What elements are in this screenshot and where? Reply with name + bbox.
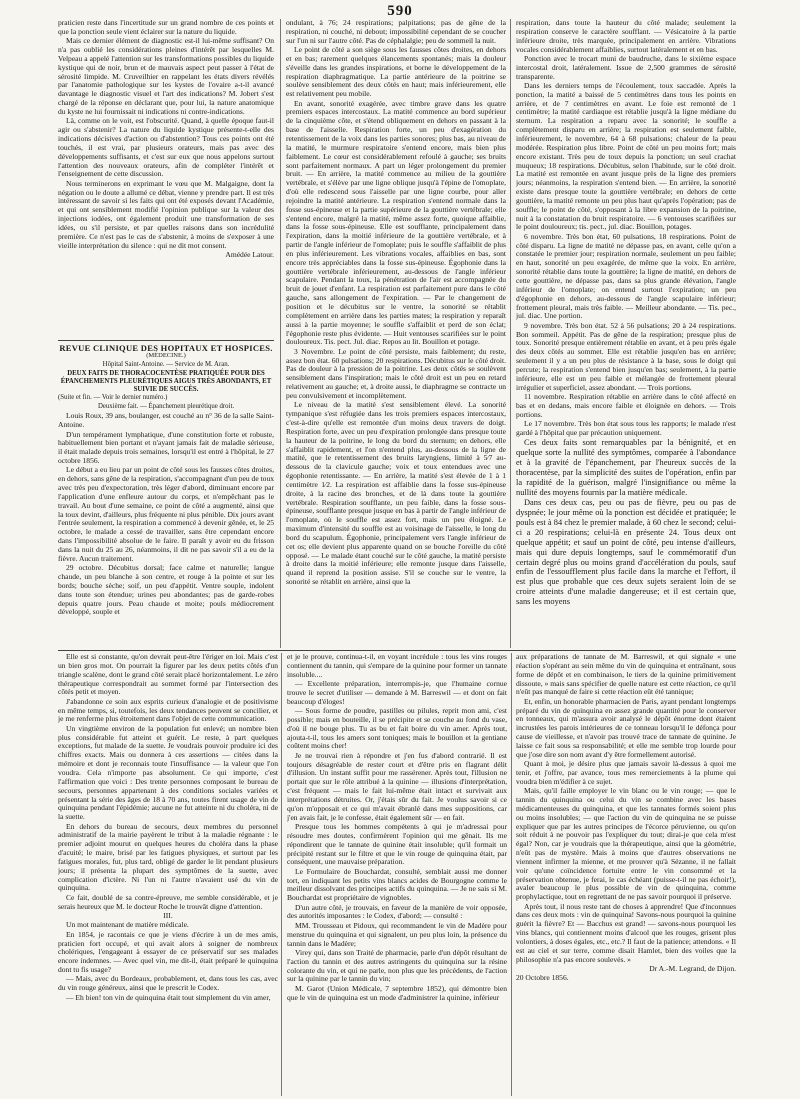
- section-title: REVUE CLINIQUE DES HOPITAUX ET HOSPICES.: [59, 343, 273, 353]
- paragraph: Ce fait, doublé de sa contre-épreuve, me semble considérable, et je serais heureux que M. le docteur Roche le trouvât digne d'attention.: [58, 892, 278, 911]
- paragraph: 3 Novembre. Le point de côté persiste, mais faiblement; du reste, assez bon état. 60 pulsations; 20 respirations. Décubitus sur le côté droit. Pas de douleur à la pression de la poitrine. Les deux côtés se soulèvent sensiblement dans l'inspiration; mais le côté droit est un peu en retard relativement au gauche; et, à droite aussi, le diaphragme se contracte un peu convulsivement et incomplètement.: [286, 346, 506, 400]
- column-4: [58, 653, 278, 1096]
- paragraph: En 1854, je racontais ce que je viens d'écrire à un de mes amis, praticien fort occupé, et qui avait alors à soigner de nombreux cholériques, l'engageant à essayer de ce préservatif sur ses malades encore indemnes. — Avec quel vin, me dit-il, était préparé le quinquina dont tu fis usage?: [58, 929, 278, 975]
- column-1-bottom: [58, 361, 274, 648]
- paragraph: 9 novembre. Très bon état. 52 à 56 pulsations; 20 à 24 respirations. Bon sommeil. Appétit. Pas de gêne de la respiration; presque plus de toux. Sonorité presque entièrement rétablie en avant, et à peu près égale des deux côtés au sommet. Elle est rétablie jusqu'en bas en arrière; seulement il y a un peu plus de résistance à la base, sous le doigt qui percute; la respiration s'entend bien jusqu'en bas; seulement, à la partie inférieure, elle est un peu faible et mélangée de frottement pleural irrégulier et superficiel, assez abondant. — Trois portions.: [516, 320, 736, 392]
- dateline: 20 Octobre 1856.: [516, 973, 569, 983]
- paragraph: aux préparations de tannate de M. Barreswil, et qui signale « une réaction s'opérant au sein même du vin de quinquina et entraînant, sous forme de dépôt et en combinaison, le tiers de la quinine primitivement dissoute, » mais sans spécifier de quelle nature est cette réaction, ce qu'il n'eût pas manqué de faire si cette réaction eût été tannique;: [516, 653, 736, 697]
- paragraph: Presque tous les hommes compétents à qui je m'adressai pour résoudre mes doutes, confirmèrent l'opinion qui me gênait. Ils me répondirent que le tannate de quinine était insoluble; qu'il formait un précipité restant sur le filtre et que le vin rouge de quinquina était, par conséquent, une mauvaise préparation.: [287, 822, 507, 867]
- paragraph: Mais, qu'il faille employer le vin blanc ou le vin rouge; — que le tannin du quinquina ou celui du vin se combine avec les bases médicamenteuses du quinquina, et que les tannates formés soient plus ou moins insolubles; — que l'action du vin de quinquina ne se puisse expliquer que par les autres principes de l'écorce péruvienne, ou qu'on soit réduit à ne pouvoir pas l'expliquer du tout; dirai-je que cela m'est égal? Non, car je voudrais que la thérapeutique, ainsi que la géométrie, n'eût pas de mystère. Mais à moins que d'autres observations ne viennent infirmer la mienne, et me prouver qu'à Sézanne, il ne fallait voir qu'une coïncidence fortuite entre le vin consommé et la préservation obtenue, je ferai, le cas échéant (puisse-t-il ne pas échoir!), avaler beaucoup le plus possible de vin de quinquina, comme prophylactique, tout en regrettant de ne pas savoir pourquoi il préserve.: [516, 786, 736, 902]
- paragraph: Le Formulaire de Bouchardat, consulté, semblait aussi me donner tort, en indiquant les petits vins blancs acides de Bourgogne comme le meilleur dissolvant des principes actifs du quinquina. — Je ne sais si M. Bouchardat est propriétaire de vignobles.: [287, 866, 507, 903]
- paragraph: — Sous forme de poudre, pastilles ou pilules, reprit mon ami, c'est possible; mais en bouteille, il se précipite et se couche au fond du vase, d'où il ne bouge plus. Tu as bu et fait boire du vin amer. Après tout, ajouta-t-il, tous les amers sont toniques; mais le bouillon et la gentiane coûtent moins cher!: [287, 706, 507, 751]
- hospital-line: Hôpital Saint-Antoine. — Service de M. Aran.: [102, 361, 230, 368]
- paragraph: Je ne trouvai rien à répondre et j'en fus d'abord contrarié. Il est toujours désagréable de rester court et d'être pris en flagrant délit d'illusion. Un instant suffit pour me rassérener. Après tout, l'illusion ne portait que sur le rôle attribué à la quinine — illusions d'interprétation, c'est fréquent — mais le fait lui-même était intact et survivait aux interprétations détruites. Or, j'étais sûr du fait. Je voulus savoir si ce qu'on m'opposait et ce qui m'avait ébranlé dans mes suppositions, car j'en avais fait, je le confesse, était également sûr — en fait.: [287, 750, 507, 822]
- paragraph: Ces deux faits sont remarquables par la bénignité, et en quelque sorte la nullité des symptômes, comparée à l'abondance et à la gravité de l'épanchement, par l'heureux succès de la thoracentèse, par la simplicité des suites de l'opération, enfin par la rapidité de la guérison, malgré l'insignifiance ou même la nullité des moyens fournis par la matière médicale.: [516, 438, 736, 497]
- column-3: [516, 19, 736, 648]
- article-title: DEUX FAITS DE THORACOCENTÈSE PRATIQUÉE POUR DES ÉPANCHEMENTS PLEURÉTIQUES AIGUS TRÈS ABONDANTS, ET SUIVIE DE SUCCÈS.: [60, 370, 272, 393]
- author-signature: Dr A.-M. Legrand, de Dijon.: [649, 964, 736, 974]
- paragraph: Après tout, il nous reste tant de choses à apprendre! Que d'inconnues dans ces deux mots : vin de quinquina! Savons-nous pourquoi la quinine guérit la fièvre? Et — Bacchus est grand! — savons-nous pourquoi les vins blancs, qui contiennent moins d'alcool que les rouges, grisent plus volontiers, à doses égales, etc., etc.? Il faut de la patience; attendons. « Il est au ciel et sur terre, comme disait Hamlet, bien des voiles que la philosophie n'a pas encore soulevés. »: [516, 901, 736, 964]
- paragraph: Dans les derniers temps de l'écoulement, toux saccadée. Après la ponction, la matité a baissé de 5 centimètres dans tous les points en arrière, et de 7 centimètres en avant. Le foie est remonté de 1 centimètre; la matité cardiaque est rétablie jusqu'à la ligne médiane du sternum. La respiration a reparu avec la sonorité; le souffle a complètement disparu en arrière; la respiration est seulement faible, inférieurement, le novembre, 64 à 68 pulsations; chaleur de la peau modérée. Respiration plus libre. Point de côté un peu moins fort; mais encore existant. Très peu de toux depuis la ponction; un seul crachat muqueux; 18 respirations. Décubitus, selon l'habitude, sur le côté droit. La matité est remontée en avant jusque près de la ligne des premiers jours; néanmoins, la respiration s'entend bien. — En arrière, la sonorité existe dans presque toute la gouttière vertébrale; en dehors de cette gouttière, la matité remonte un peu plus haut qu'après l'opération; pas de souffle; le point de côté, s'opposant à la libre expansion de la poitrine, nuit à la constatation du bruit respiratoire. — 6 ventouses scarifiées sur le point douloureux; tis. pect., jul. diac. Bouillon, potages.: [516, 80, 736, 232]
- paragraph: Et, enfin, un honorable pharmacien de Paris, ayant pendant longtemps préparé du vin de quinquina en assez grande quantité pour le conserver en tonneaux, qui m'assura avoir analysé le dépôt énorme dont étaient incrustées les parois intérieures de ce tonneau lorsqu'il le défonça pour cause de vieillesse, et n'avoir pas trouvé trace de tannate de quinine. Je laisse ce fait sous sa responsabilité; et elle me semble trop lourde pour que j'ose dire son nom avant d'y être formellement autorisé.: [516, 696, 736, 759]
- column-5: [287, 653, 507, 1096]
- paragraph: ondulant, à 76; 24 respirations; palpitations; pas de gêne de la respiration, ni couché, ni debout; impossibilité cependant de se coucher sur l'un ni sur l'autre côté. Pas de céphalalgie; peu de sommeil la nuit.: [286, 19, 506, 45]
- paragraph: D'un tempérament lymphatique, d'une constitution forte et robuste, habituellement bien portant et n'ayant jamais fait de maladie sérieuse, il était malade depuis trois semaines, lorsqu'il est entré à l'hôpital, le 27 octobre 1856.: [58, 429, 274, 466]
- paragraph: Dans ces deux cas, peu ou pas de fièvre, peu ou pas de dyspnée; le jour même où la ponction est décidée et pratiquée; le pouls est à 84 chez le premier malade, à 60 chez le second; celui-ci a 20 respirations; celui-là en présente 24. Tous deux ont quelque appétit; et sauf un point de côté, peu intense d'ailleurs, mais qui dure depuis longtemps, sauf le commémoratif d'un certain degré plus ou moins grand d'accélération du pouls, sauf enfin de l'essoufflement plus facile dans la marche et l'effort, il est plus que probable que ces deux sujets seraient loin de se croire atteints d'une maladie dangereuse; et il est certain que, sans les moyens: [516, 498, 736, 607]
- column-1-top: [58, 19, 274, 342]
- paragraph: Mais ce dernier élément de diagnostic est-il lui-même suffisant? On n'a pas oublié les considérations pleines d'intérêt par lesquelles M. Velpeau a appelé l'attention sur les transformations possibles du liquide kystique qui de noir, brun et de mauvais aspect peut passer à l'état de sérosité limpide. M. Cruveilhier en rappelant les états divers révélés par l'anatomie pathologique sur les kystes de l'ovaire a-t-il avancé davantage le diagnostic visuel et l'art des indications? M. Jobert s'est chargé de la réponse en déclarant que, pour lui, la nature anatomique du kyste ne lui fournissait ni indications ni contre-indications.: [58, 36, 274, 116]
- section-divider: [58, 340, 274, 341]
- paragraph: En dehors du bureau de secours, deux membres du personnel administratif de la mairie payèrent le tribut à la maladie régnante : le premier adjoint mourut en quelques heures du choléra dans la phase d'acuité; le maire, brisé par les fatigues physiques, et surtout par les fatigues morales, fut, plus tard, obligé de garder le lit pendant plusieurs jours; il présenta la plupart des symptômes de la suette, avec complication d'ictère. Ni l'un ni l'autre n'avaient usé du vin de quinquina.: [58, 821, 278, 893]
- paragraph: Là, comme on le voit, est l'obscurité. Quand, à quelle époque faut-il agir ou s'abstenir? La nature du liquide kystique présente-t-elle des indications décisives d'action ou d'abstention? Tous ces points ont été touchés, il est vrai, par plusieurs orateurs, mais pas avec des développements suffisants, et c'est sur eux que nous appelons surtout l'attention des nouveaux orateurs, afin de compléter l'intérêt et l'enseignement de cette discussion.: [58, 116, 274, 179]
- author-signature: Amédée Latour.: [225, 249, 274, 259]
- paragraph: 11 novembre. Respiration rétablie en arrière dans le côté affecté en bas et en dedans, mais encore faible et éloignée en dehors. — Trois portions.: [516, 391, 736, 419]
- paragraph: 29 octobre. Décubitus dorsal; face calme et naturelle; langue chaude, un peu blanche à son centre, et rouge à la pointe et sur les bords; bouche sèche; soif, un peu d'appétit. Ventre souple, indolent dans toute son étendue; urines peu abondantes; pas de garde-robes depuis quatre jours. Peau chaude et moite; pouls médiocrement développé, souple et: [58, 563, 274, 617]
- paragraph: M. Garot (Union Médicale, 7 septembre 1852), qui démontre bien que le vin de quinquina est un mode d'administrer la quinine, inférieur: [287, 983, 507, 1002]
- paragraph: Nous terminerons en exprimant le vœu que M. Malgaigne, dont la négation ou le doute a allumé ce débat, vienne y prendre part. Il est très intéressant de savoir si les faits qui ont été exposés devant l'Académie, et qui ont sensiblement modifié l'opinion publique sur la valeur des injections iodées, ont également produit une transformation de ses idées, ou s'il persiste, et par quelles raisons dans son incrédulité première. Ce n'est pas le cas de s'abstenir, à moins de s'exposer à une vieille interprétation du silence : qui ne dit mot consent.: [58, 178, 274, 250]
- paragraph: praticien reste dans l'incertitude sur un grand nombre de ces points et que la ponction seule vient éclairer sur la nature du liquide.: [58, 19, 274, 36]
- paragraph: — Mais, avec du Bordeaux, probablement, et, dans tous les cas, avec du vin rouge généreux, ainsi que le prescrit le Codex.: [58, 974, 278, 993]
- paragraph: Le niveau de la matité s'est sensiblement élevé. La sonorité tympanique s'est réfugiée dans les trois premiers espaces intercostaux, c'est-à-dire qu'elle est remontée d'un moins deux travers de doigt. Respiration forte, avec un peu d'expiration prolongée dans presque toute la hauteur de la poitrine, le long du bord du sternum; en dehors, elle s'affaiblit rapidement, et l'on n'entend plus, au-dessous de la ligne de matité, que le retentissement des bruits laryngiens, limité à 5⁄7 au-dessous de la clavicule gauche; voix et toux entendues avec une égophonie retentissante. — En arrière, la matité s'est élevée de 1 à 1 centimètre 1⁄2. La respiration est affaiblie dans la fosse sus-épineuse droite, à la racine des bronches, et de là dans toute la gouttière vertébrale. Respiration soufflante, un peu faible, dans la fosse sous-épineuse, soufflante presque jusque en bas à partir de l'angle inférieur de l'omoplate, où le souffle est assez fort, mais un peu éloigné. Le maximum d'intensité du souffle est au voisinage de l'aisselle, le long du bord du scapulum. Égophonie, principalement vers l'angle inférieur de cet os; elle devient plus apparente quand on se bouche l'oreille du côté opposé. — Le malade étant couché sur le côté gauche, la matité persiste à droite dans la moitié inférieure; elle remonte jusque dans l'aisselle, quand il reprend la position assise. S'il se couche sur le ventre, la sonorité se rétablit en arrière, ainsi que la: [286, 400, 506, 587]
- paragraph: MM. Trousseau et Pidoux, qui recommandent le vin de Madère pour menstrue du quinquina et qui signalent, un peu plus loin, la présence du tannin dans le Madère;: [287, 920, 507, 948]
- paragraph: Elle est si constante, qu'on devrait peut-être l'ériger en loi. Mais c'est un bien gros mot. On pourrait la figurer par les deux petits côtés d'un triangle scalène, dont le grand côté serait placé horizontalement. Le zéro thérapeutique correspondrait au sommet formé par l'intersection des côtés petit et moyen.: [58, 653, 278, 697]
- column-2: [286, 19, 506, 648]
- suite-line: (Suite et fin. — Voir le dernier numéro.): [58, 393, 168, 401]
- paragraph: D'un autre côté, je trouvais, en faveur de la manière de voir opposée, des autorités imposantes : le Codex, d'abord; — consulté :: [287, 902, 507, 921]
- paragraph: Un mot maintenant de matière médicale.: [66, 920, 189, 930]
- paragraph: Ponction avec le trocart muni de baudruche, dans le sixième espace intercostal droit, latéralement. Issue de 2,500 grammes de sérosité transparente.: [516, 53, 736, 81]
- section-numeral: III.: [163, 910, 173, 920]
- paragraph: Virey qui, dans son Traité de pharmacie, parle d'un dépôt résultant de l'action du tannin et des autres astringents du quinquina sur la résine colorante du vin, et qui ne parle, non plus que les précédents, de l'action sur la quinine par le tannin du vin;: [287, 947, 507, 984]
- case-heading: Deuxième fait. — Épanchement pleurétique droit.: [97, 402, 235, 410]
- paragraph: — Excellente préparation, interrompis-je, que l'humaine cornue trouve le secret d'utiliser — demande à M. Barreswil — et dont on fait beaucoup d'éloges!: [287, 679, 507, 706]
- column-rule: [511, 653, 512, 1096]
- paragraph: Le 17 novembre. Très bon état sous tous les rapports; le malade n'est gardé à l'hôpital que par précaution uniquement.: [516, 418, 736, 437]
- paragraph: Un vingtième environ de la population fut enlevé; un nombre bien plus considérable fut atteint et guérit. Le reste, à part quelques exceptions, fut malade de la suette. Je voudrais pouvoir produire ici des chiffres exacts. Mais ou donnera à ces assertions — citées dans la mémoire et dont je reconnais toute l'insuffisance — la valeur que l'on voudra. Cela n'importe pas absolument. Ce qui importe, c'est l'affirmation que voici : Des trente personnes composant le bureau de secours, personnes appartenant à des conditions sociales variées et présentant la série des âges de 18 à 70 ans, toutes firent usage de vin de quinquina pendant l'épidémie; aucune ne fut atteinte ni du choléra, ni de la suette.: [58, 723, 278, 822]
- paragraph: — Eh bien! ton vin de quinquina était tout simplement du vin amer,: [66, 992, 271, 1002]
- page-divider: [58, 650, 736, 651]
- section-subtitle: (MÉDECINE.): [146, 352, 186, 359]
- paragraph: et je le prouve, continua-t-il, en voyant incrédule : tous les vins rouges contiennent du tannin, qui s'empare de la quinine pour former un tannate insoluble....: [287, 653, 507, 679]
- paragraph: Louis Roux, 39 ans, boulanger, est couché au n° 36 de la salle Saint-Antoine.: [58, 411, 274, 430]
- paragraph: En avant, sonorité exagérée, avec timbre grave dans les quatre premiers espaces intercostaux. La matité commence au bord supérieur de la cinquième côte, et s'étend obliquement en dehors en passant à la base de l'aisselle. Respiration forte, un peu d'exagération du retentissement de la voix dans les parties sonores; plus bas, au niveau de la matité, le murmure respiratoire s'entend encore, mais bien plus faiblement. Le cœur est considérablement refoulé à gauche; ses bruits sont parfaitement normaux. A part un léger prolongement du premier bruit. — En arrière, la matité commence au milieu de la gouttière vertébrale, et s'élève par une ligne oblique jusqu'à l'épine de l'omoplate, d'où elle redescend sous l'aisselle par une ligne courbe, pour aller rejoindre la matité antérieure. La respiration s'entend normale dans la fosse sus-épineuse et la partie supérieure de la gouttière vertébrale; elle s'entend encore, malgré la matité, même assez forte, quoique affaiblie, dans la fosse sous-épineuse. Elle est soufflante, principalement dans l'expiration, dans la moitié inférieure de la gouttière vertébrale, et à partir de l'angle inférieur de l'omoplate; puis le souffle s'affaiblit de plus en plus inférieurement. Les vibrations vocales, affaiblies en bas, sont encore très appréciables dans la fosse sus-épineuse. Égophonie dans la gouttière vertébrale inférieurement, au-dessous de l'angle inférieur scapulaire. Pendant la toux, la pénétration de l'air est accompagnée du bruit de jouet d'enfant. La respiration est parfaitement pure dans le côté gauche, sans allongement de l'expiration. — Par le changement de position et le décubitus sur le ventre, la sonorité se rétablit complètement en arrière dans les parties mates; la respiration y reparaît aussi à la partie moyenne; le souffle s'affaiblit et perd de son éclat; l'égophonie reste plus évidente. — Huit ventouses scarifiées sur le point douloureux. Tis. pect. Jul. diac. Repos au lit. Bouillon et potage.: [286, 98, 506, 347]
- paragraph: Le point de côté a son siège sous les fausses côtes droites, en dehors et en bas; rarement quelques élancements spontanés; mais la douleur s'éveille dans les grandes inspirations, et borne le développement de la respiration diaphragmatique. La partie antérieure de la poitrine se soulève sensiblement des deux côtés en haut; mais inférieurement, elle est relativement peu mobile.: [286, 45, 506, 99]
- paragraph: Quant à moi, je désire plus que jamais savoir là-dessus à quoi me tenir, et j'offre, par avance, tous mes remerciements à la plume qui voudra bien m'édifier à ce sujet.: [516, 759, 736, 786]
- paragraph: 6 novembre. Très bon état, 60 pulsations, 18 respirations. Point de côté disparu. La ligne de matité ne dépasse pas, en avant, celle qu'on a constatée le premier jour; respiration normale, seulement un peu faible; en haut, sonorité un peu exagérée, de même que la voix. En arrière, sonorité rétablie dans toute la gouttière; la ligne de matité, en dehors de cette gouttière, ne dépasse pas, dans sa plus grande élévation, l'angle inférieur de l'omoplate; on entend surtout l'expiration; un peu d'égophonie en dehors, au-dessous de l'angle scapulaire inférieur; frottement pleural, mais très faible. — Meilleur abondante. — Tis. pec., jul. diac. Une portion.: [516, 231, 736, 321]
- column-rule: [280, 19, 281, 648]
- paragraph: Le début a eu lieu par un point de côté sous les fausses côtes droites, en dehors, sans gêne de la respiration, s'accompagnant d'un peu de toux avec très peu d'expectoration, très léger d'abord, diminuant encore par l'application d'une enfleure autour du corps, et n'empêchant pas le travail. Au bout d'une semaine, ce point de côté a augmenté, ainsi que la toux devint, d'ailleurs, plus fréquente ni plus pénible. Dix jours avant l'entrée seulement, la respiration a commencé à devenir gênée, et, le 25 octobre, le malade a cessé de travailler, sans être cependant encore dans l'impossibilité absolue de le faire. Il paraît y avoir eu du frisson dans la nuit du 25 au 26, néanmoins, il dit ne pas savoir s'il a eu de la fièvre. Aucun traitement.: [58, 465, 274, 563]
- column-rule: [281, 653, 282, 1096]
- page-number: 590: [387, 3, 413, 19]
- column-rule: [510, 19, 511, 648]
- paragraph: respiration, dans toute la hauteur du côté malade; seulement la respiration conserve le caractère soufflant. — Vésicatoire à la partie inférieure droite, très marquée, principalement en arrière. Vibrations vocales considérablement affaiblies, surtout latéralement et en bas.: [516, 19, 736, 54]
- paragraph: J'abandonne ce soin aux esprits curieux d'analogie et de positivisme en même temps, si, toutefois, les deux tendances peuvent se concilier, et je me renferme plus étroitement dans l'objet de cette communication.: [58, 696, 278, 724]
- column-6: [516, 653, 736, 1096]
